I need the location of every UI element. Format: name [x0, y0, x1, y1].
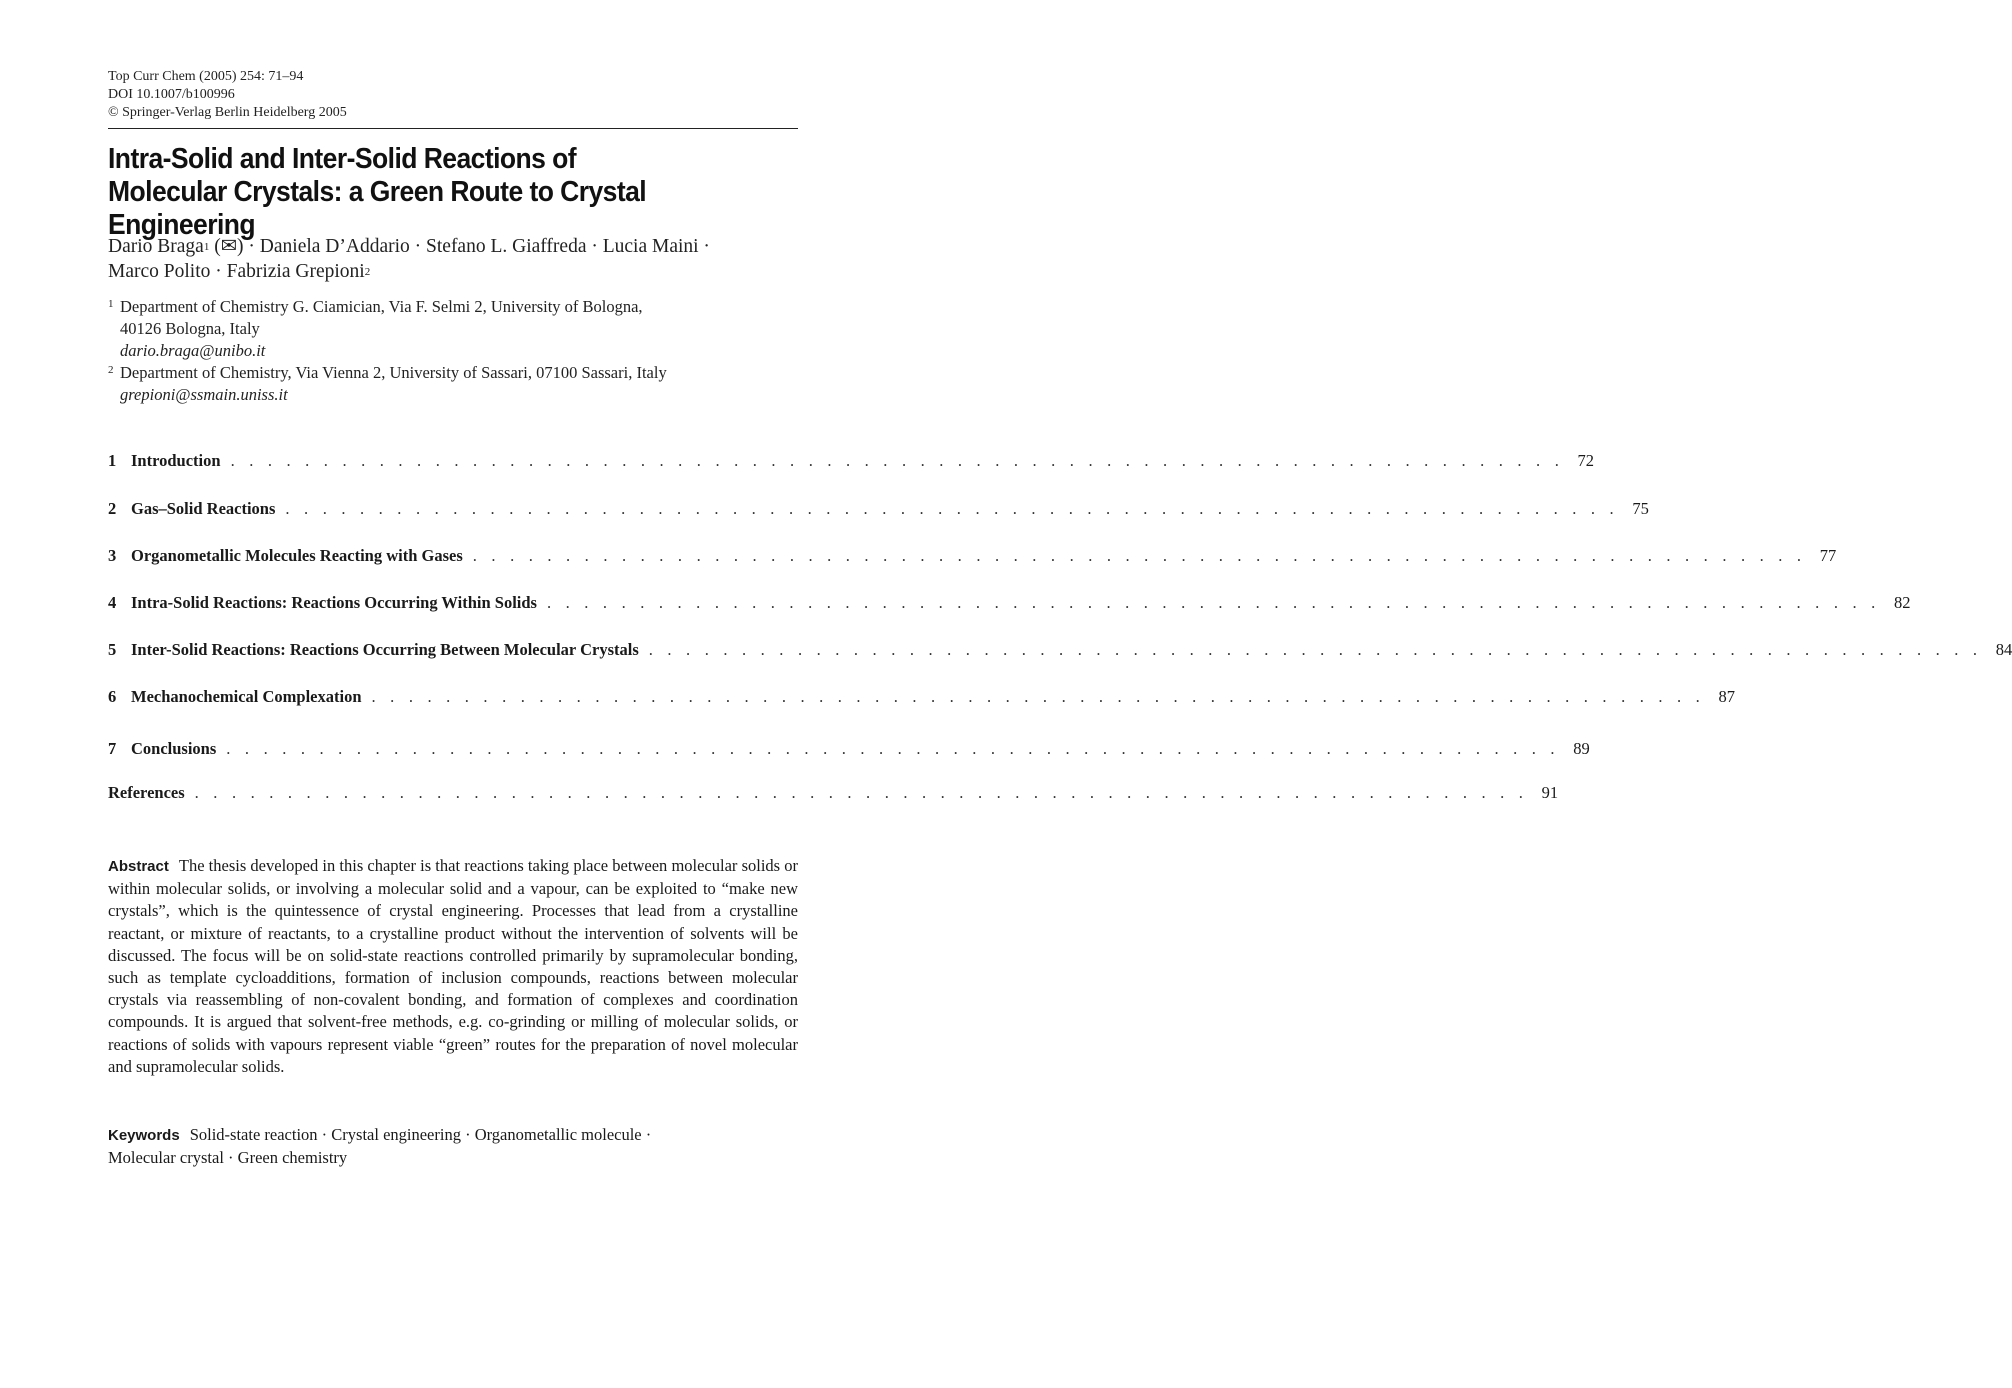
- affiliation-number: 1: [108, 298, 114, 310]
- journal-citation: Top Curr Chem (2005) 254: 71–94: [108, 69, 304, 84]
- toc-page: 75: [1632, 499, 1649, 518]
- affiliation-text: Department of Chemistry G. Ciamician, Via F. Selmi 2, University of Bologna,: [120, 297, 643, 316]
- toc-label: Organometallic Molecules Reacting with Gases: [131, 546, 463, 565]
- toc-page: 82: [1893, 593, 1911, 612]
- email-link[interactable]: dario.braga@unibo.it: [120, 341, 266, 360]
- toc-number: 4: [108, 593, 117, 612]
- toc-entry[interactable]: [108, 640, 2012, 662]
- copyright: © Springer-Verlag Berlin Heidelberg 2005: [108, 105, 347, 120]
- email-link[interactable]: grepioni@ssmain.uniss.it: [120, 385, 288, 404]
- toc-leader: . . . . . . . . . . . . . . . . . . . . . . . . . . . . . . . . . . . . . . . . . . . . . . . . . . . . . . . . . . . . . . . . . . . . . . . .: [546, 593, 1881, 612]
- toc-label: Inter-Solid Reactions: Reactions Occurring Between Molecular Crystals: [131, 640, 639, 659]
- keywords-line-2: Molecular crystal · Green chemistry: [108, 1148, 348, 1167]
- affiliation-number: 2: [108, 364, 114, 376]
- toc-page: 84: [1995, 640, 2012, 659]
- affiliation-text: 40126 Bologna, Italy: [120, 319, 260, 338]
- toc-leader: . . . . . . . . . . . . . . . . . . . . . . . . . . . . . . . . . . . . . . . . . . . . . . . . . . . . . . . . . . . . . . . . . . . . . . . .: [194, 783, 1529, 802]
- title-line-2: Molecular Crystals: a Green Route to Crystal Engineering: [108, 176, 647, 241]
- toc-leader: . . . . . . . . . . . . . . . . . . . . . . . . . . . . . . . . . . . . . . . . . . . . . . . . . . . . . . . . . . . . . . . . . . . . . . . .: [230, 451, 1565, 470]
- keywords-heading: Keywords: [108, 1127, 180, 1144]
- toc-label: Intra-Solid Reactions: Reactions Occurring Within Solids: [131, 593, 537, 612]
- toc-entry[interactable]: [108, 451, 1595, 473]
- toc-page: 77: [1819, 546, 1837, 565]
- abstract-text: The thesis developed in this chapter is that reactions taking place between molecular solids or within molecular solids, or involving a molecular solid and a vapour, can be exploited to “make new crystals”, which is the quintessence of crystal engineering. Processes that lead from a crystalline reactant, or mixture of reactants, to a crystalline product without the intervention of solvents will be discussed. The focus will be on solid-state reactions controlled primarily by supramolecular bonding, such as template cycloadditions, formation of inclusion compounds, reactions between molecular crystals via reassembling of non-covalent bonding, and formation of complexes and coordination compounds. It is argued that solvent-free methods, e.g. co-grinding or milling of molecular solids, or reactions of solids with vapours represent viable “green” routes for the preparation of novel molecular and supramolecular solids.: [108, 856, 798, 1076]
- toc-leader: . . . . . . . . . . . . . . . . . . . . . . . . . . . . . . . . . . . . . . . . . . . . . . . . . . . . . . . . . . . . . . . . . . . . . . . .: [472, 546, 1807, 565]
- toc-page: 89: [1573, 739, 1590, 758]
- toc-entry[interactable]: [108, 783, 1559, 805]
- toc-leader: . . . . . . . . . . . . . . . . . . . . . . . . . . . . . . . . . . . . . . . . . . . . . . . . . . . . . . . . . . . . . . . . . . . . . . . .: [226, 739, 1560, 758]
- abstract: [108, 855, 798, 1078]
- affiliation-1: [108, 296, 808, 362]
- authors-line-2: Marco Polito · Fabrizia Grepioni: [108, 261, 365, 282]
- paper-title: [108, 143, 759, 242]
- toc-number: 3: [108, 546, 117, 565]
- toc-label: References: [108, 783, 185, 802]
- authors-line-1: Daniela D’Addario · Stefano L. Giaffreda · Lucia Maini ·: [259, 236, 710, 257]
- toc-number: 7: [108, 739, 117, 758]
- header-rule: [108, 128, 798, 129]
- toc-entry[interactable]: [108, 687, 1735, 709]
- corresponding-mark: (✉) ·: [209, 236, 260, 257]
- toc-leader: . . . . . . . . . . . . . . . . . . . . . . . . . . . . . . . . . . . . . . . . . . . . . . . . . . . . . . . . . . . . . . . . . . . . . . . .: [285, 499, 1619, 518]
- abstract-heading: Abstract: [108, 858, 169, 875]
- doi: DOI 10.1007/b100996: [108, 87, 235, 102]
- toc-label: Introduction: [131, 451, 221, 470]
- toc-entry[interactable]: [108, 546, 1837, 568]
- author-first-affil: 1: [203, 241, 210, 253]
- toc-entry[interactable]: [108, 593, 1911, 615]
- toc-number: 1: [108, 451, 117, 470]
- toc-page: 87: [1718, 687, 1735, 706]
- affiliation-2: [108, 362, 808, 406]
- toc-leader: . . . . . . . . . . . . . . . . . . . . . . . . . . . . . . . . . . . . . . . . . . . . . . . . . . . . . . . . . . . . . . . . . . . . . . . .: [648, 640, 1983, 659]
- title-line-1: Intra-Solid and Inter-Solid Reactions of: [108, 143, 577, 175]
- keywords: [108, 1124, 798, 1169]
- toc-entry[interactable]: [108, 499, 1649, 521]
- toc-label: Conclusions: [131, 739, 217, 758]
- toc-entry[interactable]: [108, 739, 1590, 761]
- author-list: [108, 234, 808, 284]
- author-last-affil: 2: [364, 266, 371, 278]
- toc-number: 5: [108, 640, 117, 659]
- toc-label: Mechanochemical Complexation: [131, 687, 362, 706]
- affiliations: [108, 296, 808, 406]
- affiliation-text: Department of Chemistry, Via Vienna 2, University of Sassari, 07100 Sassari, Italy: [120, 363, 667, 382]
- toc-leader: . . . . . . . . . . . . . . . . . . . . . . . . . . . . . . . . . . . . . . . . . . . . . . . . . . . . . . . . . . . . . . . . . . . . . . . .: [371, 687, 1705, 706]
- journal-header: [108, 68, 798, 122]
- toc-number: 2: [108, 499, 117, 518]
- toc-page: 72: [1577, 451, 1595, 470]
- author-first: Dario Braga: [108, 236, 204, 257]
- toc-label: Gas–Solid Reactions: [131, 499, 276, 518]
- keywords-line-1: Solid-state reaction · Crystal engineering · Organometallic molecule ·: [189, 1125, 652, 1144]
- toc-page: 91: [1541, 783, 1559, 802]
- toc-number: 6: [108, 687, 117, 706]
